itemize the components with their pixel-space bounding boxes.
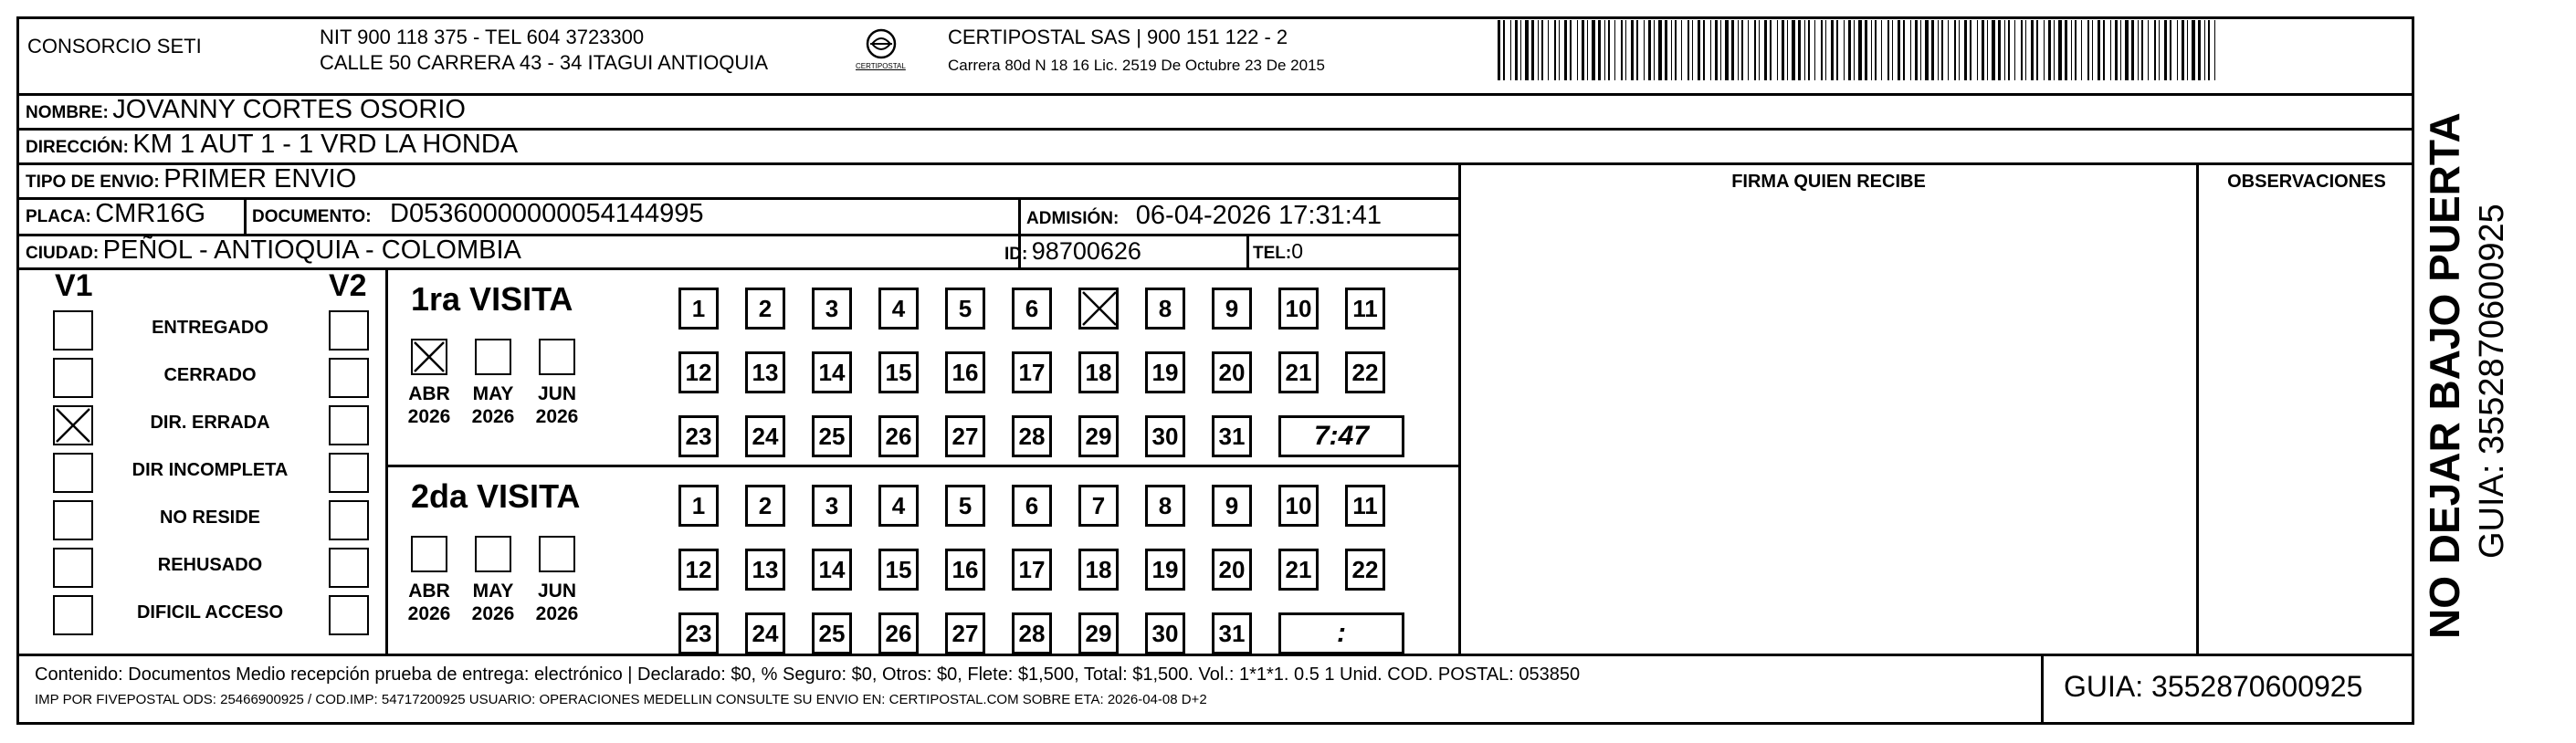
day-number: 2 <box>758 491 773 519</box>
certipostal-logo: CERTIPOSTAL <box>854 26 909 77</box>
day-number: 27 <box>952 422 979 450</box>
day-box <box>1212 288 1252 330</box>
v2-checkbox <box>329 453 369 493</box>
day-box <box>745 612 785 654</box>
day-number: 23 <box>685 619 712 647</box>
month-year: 2026 <box>407 406 451 427</box>
day-box <box>812 415 852 457</box>
day-number: 5 <box>958 491 973 519</box>
day-number: 2 <box>758 294 773 322</box>
day-box <box>1145 549 1185 591</box>
day-number: 20 <box>1218 555 1246 583</box>
day-box <box>1078 485 1119 527</box>
time-box: : <box>1278 612 1404 654</box>
month-checkbox <box>411 536 447 572</box>
month-checkbox <box>411 339 447 375</box>
v1-checkbox <box>53 358 93 398</box>
day-box <box>1145 485 1185 527</box>
day-number: 30 <box>1151 619 1179 647</box>
day-box <box>678 485 719 527</box>
v1-checkbox <box>53 453 93 493</box>
v2-checkbox <box>329 310 369 351</box>
day-box <box>678 612 719 654</box>
month-label <box>402 580 457 625</box>
day-number: 13 <box>752 555 779 583</box>
day-box <box>812 288 852 330</box>
x-mark-icon <box>413 340 446 373</box>
day-box <box>745 288 785 330</box>
nit-line: NIT 900 118 375 - TEL 604 3723300 <box>320 26 645 48</box>
day-number: 20 <box>1218 358 1246 386</box>
day-number: 31 <box>1218 422 1246 450</box>
documento-row <box>252 199 704 229</box>
direccion-label: DIRECCIÓN: <box>26 138 129 157</box>
day-box <box>1012 288 1052 330</box>
month-year: 2026 <box>471 603 515 624</box>
day-number: 18 <box>1085 358 1112 386</box>
day-number: 16 <box>952 358 979 386</box>
month-checkbox <box>539 339 575 375</box>
day-number: 25 <box>818 422 846 450</box>
placa-row <box>26 199 205 229</box>
day-number: 21 <box>1285 555 1312 583</box>
certipostal-line: CERTIPOSTAL SAS | 900 151 122 - 2 <box>948 26 1288 48</box>
license-line: Carrera 80d N 18 16 Lic. 2519 De Octubre 23 De 2015 <box>948 57 1325 74</box>
day-number: 19 <box>1151 358 1179 386</box>
month-name: JUN <box>537 383 576 404</box>
day-box <box>745 351 785 393</box>
v1-label: V1 <box>55 268 93 303</box>
day-box <box>1145 351 1185 393</box>
day-box <box>1278 288 1319 330</box>
day-number: 15 <box>885 555 912 583</box>
day-number: 6 <box>1025 294 1039 322</box>
day-number: 17 <box>1018 555 1046 583</box>
placa-label: PLACA: <box>26 207 91 226</box>
day-box <box>1078 612 1119 654</box>
day-box <box>1345 288 1385 330</box>
day-box <box>1212 485 1252 527</box>
day-box <box>1278 351 1319 393</box>
day-box <box>1345 549 1385 591</box>
month-name: MAY <box>472 383 514 404</box>
day-number: 8 <box>1158 294 1172 322</box>
no-dejar-warning: NO DEJAR BAJO PUERTA <box>2421 112 2468 639</box>
status-label: NO RESIDE <box>159 508 261 528</box>
tel-label: TEL: <box>1253 244 1292 263</box>
day-number: 12 <box>685 358 712 386</box>
status-label: DIFICIL ACCESO <box>136 602 283 623</box>
status-label: CERRADO <box>163 365 257 385</box>
month-year: 2026 <box>535 406 579 427</box>
day-number: 22 <box>1351 358 1379 386</box>
v2-label: V2 <box>329 268 367 303</box>
visit-title: 1ra VISITA <box>411 280 573 318</box>
x-mark-icon <box>1081 290 1118 327</box>
day-number: 10 <box>1285 491 1312 519</box>
status-label: ENTREGADO <box>152 318 268 338</box>
day-number: 23 <box>685 422 712 450</box>
admision-label: ADMISIÓN: <box>1026 209 1120 228</box>
day-number: 14 <box>818 358 846 386</box>
day-box <box>1278 549 1319 591</box>
day-box <box>678 351 719 393</box>
day-number: 12 <box>685 555 712 583</box>
day-box <box>1145 288 1185 330</box>
day-number: 24 <box>752 422 779 450</box>
day-box <box>745 415 785 457</box>
day-number: 28 <box>1018 619 1046 647</box>
status-label: REHUSADO <box>157 555 263 575</box>
tipo-row <box>26 164 356 194</box>
day-number: 15 <box>885 358 912 386</box>
day-box <box>1345 485 1385 527</box>
day-number: 4 <box>891 491 906 519</box>
month-label <box>530 580 584 625</box>
nombre-row <box>26 95 466 125</box>
day-number: 26 <box>885 422 912 450</box>
day-box <box>1145 415 1185 457</box>
month-label <box>530 382 584 428</box>
day-box <box>1278 485 1319 527</box>
address-line: CALLE 50 CARRERA 43 - 34 ITAGUI ANTIOQUIA <box>320 51 769 74</box>
side-guia: GUIA: 3552870600925 <box>2473 204 2511 559</box>
day-number: 19 <box>1151 555 1179 583</box>
day-number: 9 <box>1225 294 1239 322</box>
nombre-label: NOMBRE: <box>26 103 109 122</box>
day-box <box>945 351 985 393</box>
day-box <box>878 415 919 457</box>
day-box <box>878 351 919 393</box>
day-number: 26 <box>885 619 912 647</box>
tel-value: 0 <box>1291 239 1304 263</box>
id-label: ID: <box>1004 245 1028 264</box>
footer-guia: GUIA: 3552870600925 <box>2064 670 2363 703</box>
day-number: 24 <box>752 619 779 647</box>
day-number: 21 <box>1285 358 1312 386</box>
documento-label: DOCUMENTO: <box>252 207 372 226</box>
day-number: 30 <box>1151 422 1179 450</box>
day-number: 6 <box>1025 491 1039 519</box>
month-year: 2026 <box>471 406 515 427</box>
day-box <box>878 549 919 591</box>
id-row <box>1004 237 1141 266</box>
month-year: 2026 <box>407 603 451 624</box>
admision-value: 06-04-2026 17:31:41 <box>1135 201 1383 230</box>
day-box <box>678 288 719 330</box>
day-number: 1 <box>691 491 706 519</box>
id-value: 98700626 <box>1031 237 1141 265</box>
day-number: 17 <box>1018 358 1046 386</box>
ciudad-row <box>26 235 521 266</box>
ciudad-value: PEÑOL - ANTIOQUIA - COLOMBIA <box>102 235 521 265</box>
day-number: 10 <box>1285 294 1312 322</box>
day-box <box>1012 415 1052 457</box>
month-checkbox <box>475 339 511 375</box>
month-name: ABR <box>408 581 450 602</box>
month-label <box>402 382 457 428</box>
day-box <box>1078 415 1119 457</box>
day-box <box>878 485 919 527</box>
v1-checkbox <box>53 595 93 635</box>
day-box <box>1212 415 1252 457</box>
month-name: MAY <box>472 581 514 602</box>
status-label: DIR INCOMPLETA <box>131 460 289 480</box>
v2-checkbox <box>329 595 369 635</box>
day-number: 7 <box>1091 491 1106 519</box>
day-box <box>812 612 852 654</box>
day-number: 25 <box>818 619 846 647</box>
day-number: 5 <box>958 294 973 322</box>
day-box <box>1212 612 1252 654</box>
footer-imp: IMP POR FIVEPOSTAL ODS: 25466900925 / COD.IMP: 54717200925 USUARIO: OPERACIONES MEDELLIN CONSULTE SU ENVIO EN: CERTIPOSTAL.COM SOBRE ETA: 2026-04-08 D+2 <box>35 692 1207 707</box>
day-box <box>945 415 985 457</box>
month-year: 2026 <box>535 603 579 624</box>
month-checkbox <box>475 536 511 572</box>
month-checkbox <box>539 536 575 572</box>
day-box <box>745 485 785 527</box>
month-name: JUN <box>537 581 576 602</box>
day-number: 16 <box>952 555 979 583</box>
day-box <box>1012 351 1052 393</box>
day-number: 18 <box>1085 555 1112 583</box>
day-box <box>678 549 719 591</box>
month-name: ABR <box>408 383 450 404</box>
day-box <box>945 549 985 591</box>
month-label <box>466 580 520 625</box>
day-box <box>678 415 719 457</box>
day-number: 29 <box>1085 619 1112 647</box>
day-box <box>945 485 985 527</box>
day-box <box>1212 549 1252 591</box>
day-number: 13 <box>752 358 779 386</box>
day-box <box>812 485 852 527</box>
day-number: 8 <box>1158 491 1172 519</box>
day-box <box>1012 485 1052 527</box>
day-box <box>745 549 785 591</box>
v2-checkbox <box>329 358 369 398</box>
placa-value: CMR16G <box>95 199 206 228</box>
day-number: 27 <box>952 619 979 647</box>
day-number: 22 <box>1351 555 1379 583</box>
month-label <box>466 382 520 428</box>
firma-header: FIRMA QUIEN RECIBE <box>1731 172 1926 192</box>
day-box <box>1212 351 1252 393</box>
direccion-row <box>26 130 518 160</box>
v1-checkbox <box>53 310 93 351</box>
day-box <box>878 612 919 654</box>
day-box <box>878 288 919 330</box>
v1-checkbox <box>53 500 93 540</box>
day-number: 31 <box>1218 619 1246 647</box>
x-mark-icon <box>55 407 91 444</box>
day-box <box>945 288 985 330</box>
day-number: 1 <box>691 294 706 322</box>
day-box <box>1345 351 1385 393</box>
company-name: CONSORCIO SETI <box>27 35 202 58</box>
time-box: 7:47 <box>1278 415 1404 457</box>
nombre-value: JOVANNY CORTES OSORIO <box>112 95 466 124</box>
day-number: 29 <box>1085 422 1112 450</box>
day-number: 28 <box>1018 422 1046 450</box>
day-number: 14 <box>818 555 846 583</box>
v1-checkbox <box>53 548 93 588</box>
day-box <box>1078 288 1119 330</box>
day-number: 9 <box>1225 491 1239 519</box>
day-box <box>1078 549 1119 591</box>
day-number: 4 <box>891 294 906 322</box>
day-box <box>1012 612 1052 654</box>
day-number: 11 <box>1352 294 1378 322</box>
v2-checkbox <box>329 500 369 540</box>
footer-content: Contenido: Documentos Medio recepción prueba de entrega: electrónico | Declarado: $0, % Seguro: $0, Otros: $0, Flete: $1,500, Total: $1,500. Vol.: 1*1*1. 0.5 1 Unid. COD. POSTAL: 053850 <box>35 665 1581 685</box>
day-number: 11 <box>1352 491 1378 519</box>
v1-checkbox <box>53 405 93 445</box>
day-number: 3 <box>825 491 839 519</box>
visit-title: 2da VISITA <box>411 477 581 515</box>
direccion-value: KM 1 AUT 1 - 1 VRD LA HONDA <box>132 130 519 159</box>
tel-row <box>1253 239 1303 264</box>
ciudad-label: CIUDAD: <box>26 244 100 263</box>
day-box <box>945 612 985 654</box>
v2-checkbox <box>329 405 369 445</box>
day-box <box>812 549 852 591</box>
day-box <box>1078 351 1119 393</box>
day-box <box>812 351 852 393</box>
tipo-value: PRIMER ENVIO <box>163 164 357 194</box>
observaciones-header: OBSERVACIONES <box>2227 172 2386 192</box>
day-number: 3 <box>825 294 839 322</box>
v2-checkbox <box>329 548 369 588</box>
admision-row <box>1026 201 1382 231</box>
documento-value: D05360000000054144995 <box>390 199 704 228</box>
status-label: DIR. ERRADA <box>150 413 270 433</box>
tipo-label: TIPO DE ENVIO: <box>26 173 160 192</box>
day-box <box>1012 549 1052 591</box>
day-box <box>1145 612 1185 654</box>
